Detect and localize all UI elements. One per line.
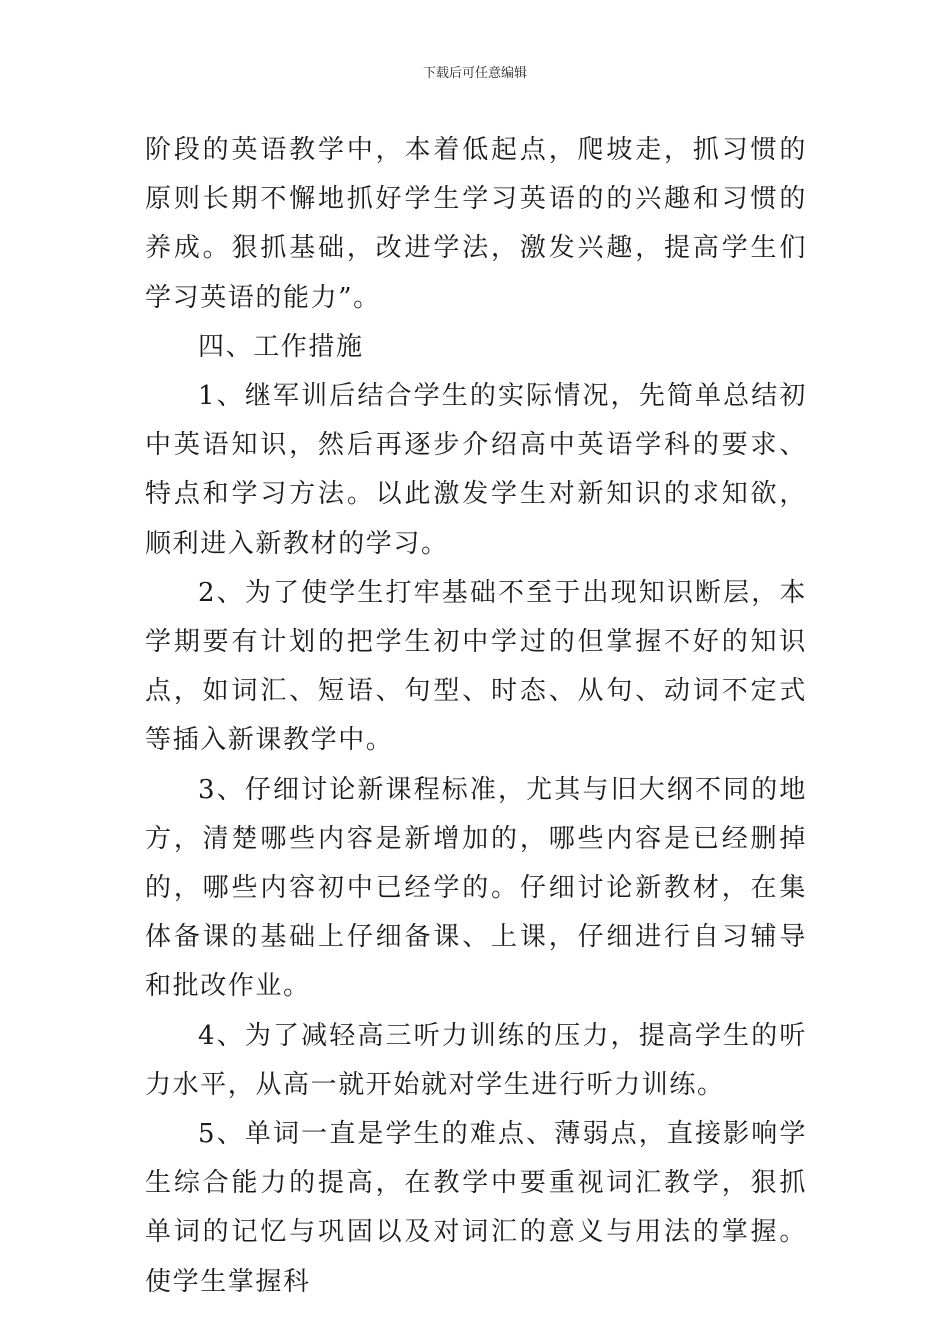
paragraph-continuation: 阶段的英语教学中，本着低起点，爬坡走，抓习惯的原则长期不懈地抓好学生学习英语的的兴趣和习惯的养成。狠抓基础，改进学法，激发兴趣，提高学生们学习英语的能力”。 <box>145 135 807 313</box>
measure-item-3: 3、仔细讨论新课程标准，尤其与旧大纲不同的地方，清楚哪些内容是新增加的，哪些内容是已经删掉的，哪些内容初中已经学的。仔细讨论新教材，在集体备课的基础上仔细备课、上课，仔细进行自习辅导和批改作业。 <box>145 774 807 1002</box>
measure-item-2: 2、为了使学生打牢基础不至于出现知识断层，本学期要有计划的把学生初中学过的但掌握不好的知识点，如词汇、短语、句型、时态、从句、动词不定式等插入新课教学中。 <box>145 577 807 756</box>
measure-item-1: 1、继军训后结合学生的实际情况，先简单总结初中英语知识，然后再逐步介绍高中英语学科的要求、特点和学习方法。以此激发学生对新知识的求知欲，顺利进入新教材的学习。 <box>145 381 807 559</box>
page-header-note: 下载后可任意编辑 <box>422 66 527 81</box>
measure-item-5: 5、单词一直是学生的难点、薄弱点，直接影响学生综合能力的提高，在教学中要重视词汇教学，狠抓单词的记忆与巩固以及对词汇的意义与用法的掌握。使学生掌握科 <box>145 1119 807 1297</box>
document-body <box>145 126 807 1307</box>
section-heading: 四、工作措施 <box>198 331 364 362</box>
measure-item-4: 4、为了减轻高三听力训练的压力，提高学生的听力水平，从高一就开始就对学生进行听力训练。 <box>145 1020 807 1100</box>
